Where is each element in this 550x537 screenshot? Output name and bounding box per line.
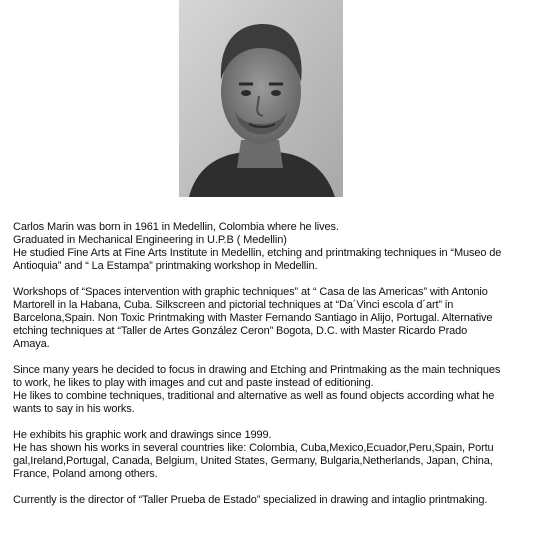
bio-paragraph-workshops bbox=[13, 286, 545, 351]
bio-line: to work, he likes to play with images and cut and paste instead of editioning. bbox=[13, 377, 374, 389]
bio-paragraph-current-role bbox=[13, 494, 545, 507]
bio-line: Since many years he decided to focus in drawing and Etching and Printmaking as the main techniques bbox=[13, 364, 501, 376]
bio-line: etching techniques at “Taller de Artes González Ceron” Bogota, D.C. with Master Ricardo Prado bbox=[13, 325, 468, 337]
bio-line: He likes to combine techniques, traditional and alternative as well as found objects according what he bbox=[13, 390, 495, 402]
bio-line: Martorell in la Habana, Cuba. Silkscreen and pictorial techniques at “Da´Vinci escola d´art” in bbox=[13, 299, 454, 311]
bio-line: He studied Fine Arts at Fine Arts Institute in Medellin, etching and printmaking techniques in “Museo de bbox=[13, 247, 502, 259]
bio-line: Carlos Marin was born in 1961 in Medellin, Colombia where he lives. bbox=[13, 221, 339, 233]
artist-biography bbox=[13, 221, 545, 520]
bio-line: Amaya. bbox=[13, 338, 50, 350]
bio-line: He has shown his works in several countries like: Colombia, Cuba,Mexico,Ecuador,Peru,Spain, Portu bbox=[13, 442, 494, 454]
portrait-image bbox=[179, 0, 343, 197]
bio-line: wants to say in his works. bbox=[13, 403, 135, 415]
bio-line: Antioquia” and “ La Estampa” printmaking workshop in Medellin. bbox=[13, 260, 318, 272]
bio-line: He exhibits his graphic work and drawings since 1999. bbox=[13, 429, 272, 441]
bio-line: France, Poland among others. bbox=[13, 468, 158, 480]
bio-paragraph-exhibitions bbox=[13, 429, 545, 481]
bio-line: gal,Ireland,Portugal, Canada, Belgium, United States, Germany, Bulgaria,Netherlands, Japan, China, bbox=[13, 455, 493, 467]
bio-paragraph-techniques bbox=[13, 364, 545, 416]
bio-paragraph-birth-education bbox=[13, 221, 545, 273]
bio-line: Barcelona,Spain. Non Toxic Printmaking with Master Fernando Santiago in Alijo, Portugal. Alternative bbox=[13, 312, 493, 324]
bio-line: Currently is the director of “Taller Prueba de Estado” specialized in drawing and intaglio printmaking. bbox=[13, 494, 488, 506]
artist-portrait-photo bbox=[179, 0, 343, 197]
bio-line: Graduated in Mechanical Engineering in U.P.B ( Medellin) bbox=[13, 234, 287, 246]
bio-line: Workshops of “Spaces intervention with graphic techniques” at “ Casa de las Americas” with Antonio bbox=[13, 286, 488, 298]
